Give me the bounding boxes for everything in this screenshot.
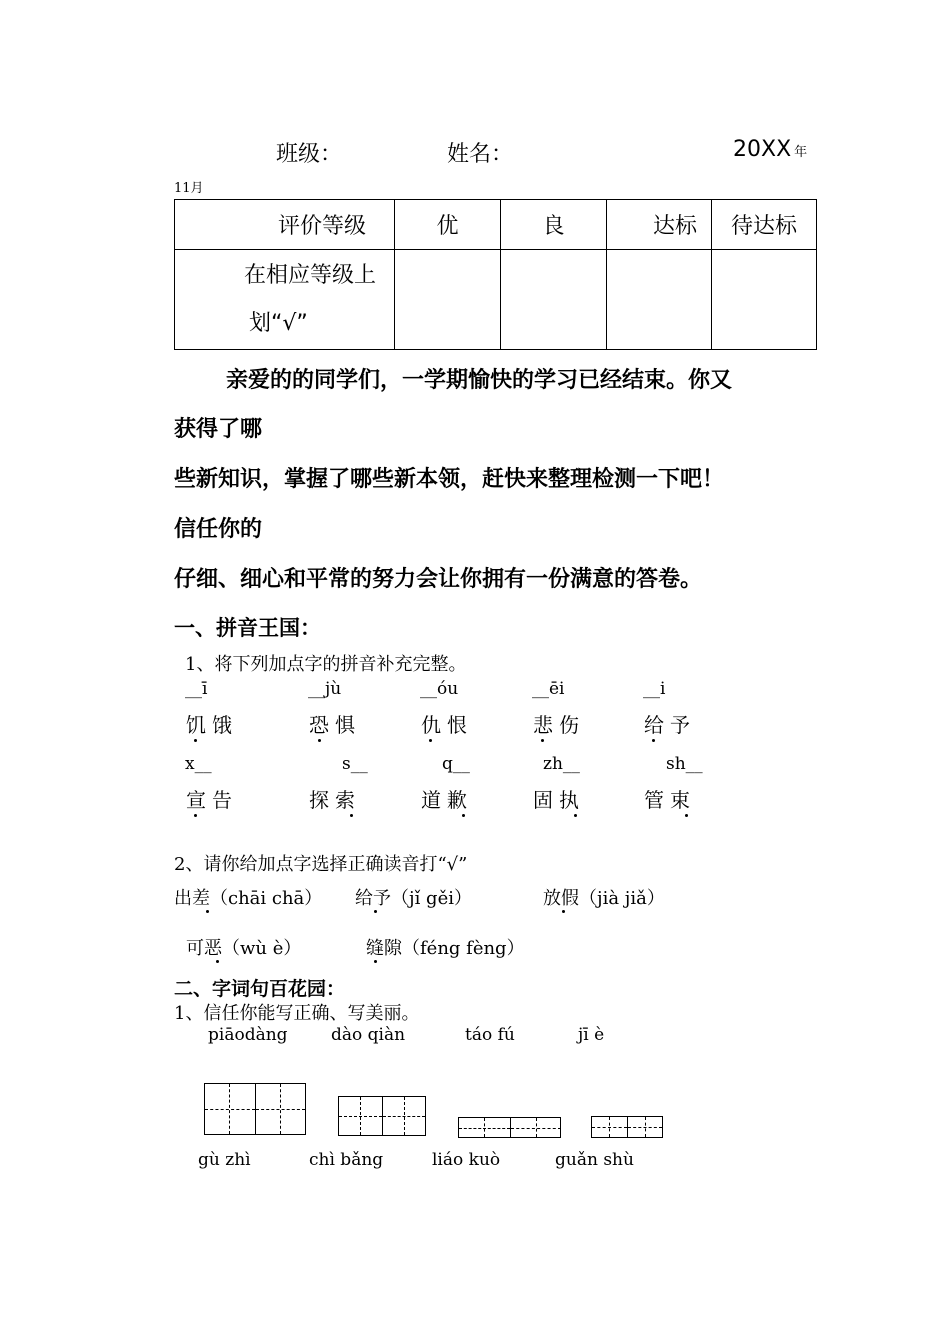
pinyin-blank[interactable]: zh__	[543, 754, 580, 774]
writing-pinyin: guǎn shù	[555, 1150, 634, 1170]
eval-instruction	[175, 250, 395, 350]
grade-good: 良	[501, 200, 607, 250]
section1-q2-prompt: 2、请你给加点字选择正确读音打“√”	[174, 854, 468, 875]
date-year	[733, 137, 807, 162]
emphasis-dot	[562, 910, 565, 913]
emphasis-dot	[206, 910, 209, 913]
year-value: 20XX	[733, 137, 792, 162]
section2-title: 二、字词句百花园：	[174, 978, 346, 1000]
emphasis-dot	[194, 814, 197, 817]
pinyin-blank[interactable]: __i	[643, 679, 666, 699]
mark-cell-needs-work[interactable]	[712, 250, 817, 350]
word-item: 探索	[309, 788, 361, 812]
word-item: 宣告	[186, 788, 238, 812]
grade-needs-work: 待达标	[712, 200, 817, 250]
mark-cell-good[interactable]	[501, 250, 607, 350]
eval-instruction-line1: 在相应等级上	[243, 262, 376, 288]
section1-q1-prompt: 1、将下列加点字的拼音补充完整。	[185, 654, 467, 675]
intro-line3: 些新知识，掌握了哪些新本领，赶快来整理检测一下吧！	[174, 467, 725, 492]
pinyin-blank[interactable]: __óu	[420, 679, 459, 699]
choice-item[interactable]: 放假（jià jiǎ）	[543, 888, 665, 909]
word-item: 恐惧	[309, 713, 361, 737]
pinyin-blank[interactable]: s__	[342, 754, 368, 774]
emphasis-dot	[374, 960, 377, 963]
choice-item[interactable]: 可恶（wù è）	[186, 938, 302, 959]
emphasis-dot	[194, 739, 197, 742]
emphasis-dot	[574, 814, 577, 817]
word-item: 悲伤	[533, 713, 585, 737]
choice-item[interactable]: 出差（chāi chā）	[174, 888, 323, 909]
date-month: 11月	[174, 181, 204, 196]
emphasis-dot	[374, 910, 377, 913]
eval-title: 评价等级	[175, 200, 395, 250]
mark-cell-excellent[interactable]	[395, 250, 501, 350]
mark-cell-pass[interactable]	[607, 250, 712, 350]
pinyin-blank[interactable]: sh__	[666, 754, 703, 774]
word-item: 固执	[533, 788, 585, 812]
word-item: 仇恨	[421, 713, 473, 737]
intro-line5: 仔细、细心和平常的努力会让你拥有一份满意的答卷。	[174, 567, 703, 592]
year-suffix: 年	[794, 145, 808, 160]
choice-item[interactable]: 缝隙（féng fèng）	[366, 938, 525, 959]
intro-line2: 获得了哪	[174, 417, 263, 442]
writing-pinyin: dào qiàn	[331, 1025, 406, 1045]
pinyin-blank[interactable]: x__	[185, 754, 212, 774]
name-label: 姓名：	[447, 142, 514, 167]
word-item: 饥饿	[186, 713, 238, 737]
emphasis-dot	[541, 739, 544, 742]
writing-pinyin: liáo kuò	[432, 1150, 501, 1170]
emphasis-dot	[685, 814, 688, 817]
grade-excellent: 优	[395, 200, 501, 250]
word-item: 道歉	[421, 788, 473, 812]
pinyin-blank[interactable]: __jù	[308, 679, 342, 699]
word-item: 管束	[644, 788, 696, 812]
emphasis-dot	[318, 739, 321, 742]
pinyin-blank[interactable]: __ī	[185, 679, 208, 699]
intro-line1: 亲爱的的同学们，一学期愉快的学习已经结束。你又	[226, 368, 733, 393]
emphasis-dot	[429, 739, 432, 742]
intro-line4: 信任你的	[174, 517, 263, 542]
writing-pinyin: jī è	[578, 1025, 605, 1045]
writing-pinyin: chì bǎng	[309, 1150, 384, 1170]
eval-instruction-line2: 划“√”	[249, 310, 308, 336]
emphasis-dot	[462, 814, 465, 817]
writing-grid[interactable]	[591, 1116, 663, 1138]
writing-pinyin: piāodàng	[208, 1025, 288, 1045]
pinyin-blank[interactable]: q__	[442, 754, 470, 774]
class-label: 班级：	[276, 142, 343, 167]
word-item: 给予	[644, 713, 696, 737]
choice-item[interactable]: 给予（jǐ gěi）	[355, 888, 472, 909]
grade-pass: 达标	[607, 200, 712, 250]
emphasis-dot	[216, 960, 219, 963]
evaluation-table	[174, 199, 817, 350]
emphasis-dot	[652, 739, 655, 742]
pinyin-blank[interactable]: __ēi	[532, 679, 565, 699]
emphasis-dot	[350, 814, 353, 817]
writing-grid[interactable]	[458, 1117, 561, 1138]
section1-title: 一、拼音王国：	[174, 616, 321, 640]
section2-q1-prompt: 1、信任你能写正确、写美丽。	[174, 1003, 420, 1024]
writing-grid[interactable]	[204, 1083, 306, 1135]
writing-pinyin: táo fú	[465, 1025, 515, 1045]
writing-pinyin: gù zhì	[198, 1150, 251, 1170]
writing-grid[interactable]	[338, 1096, 426, 1136]
